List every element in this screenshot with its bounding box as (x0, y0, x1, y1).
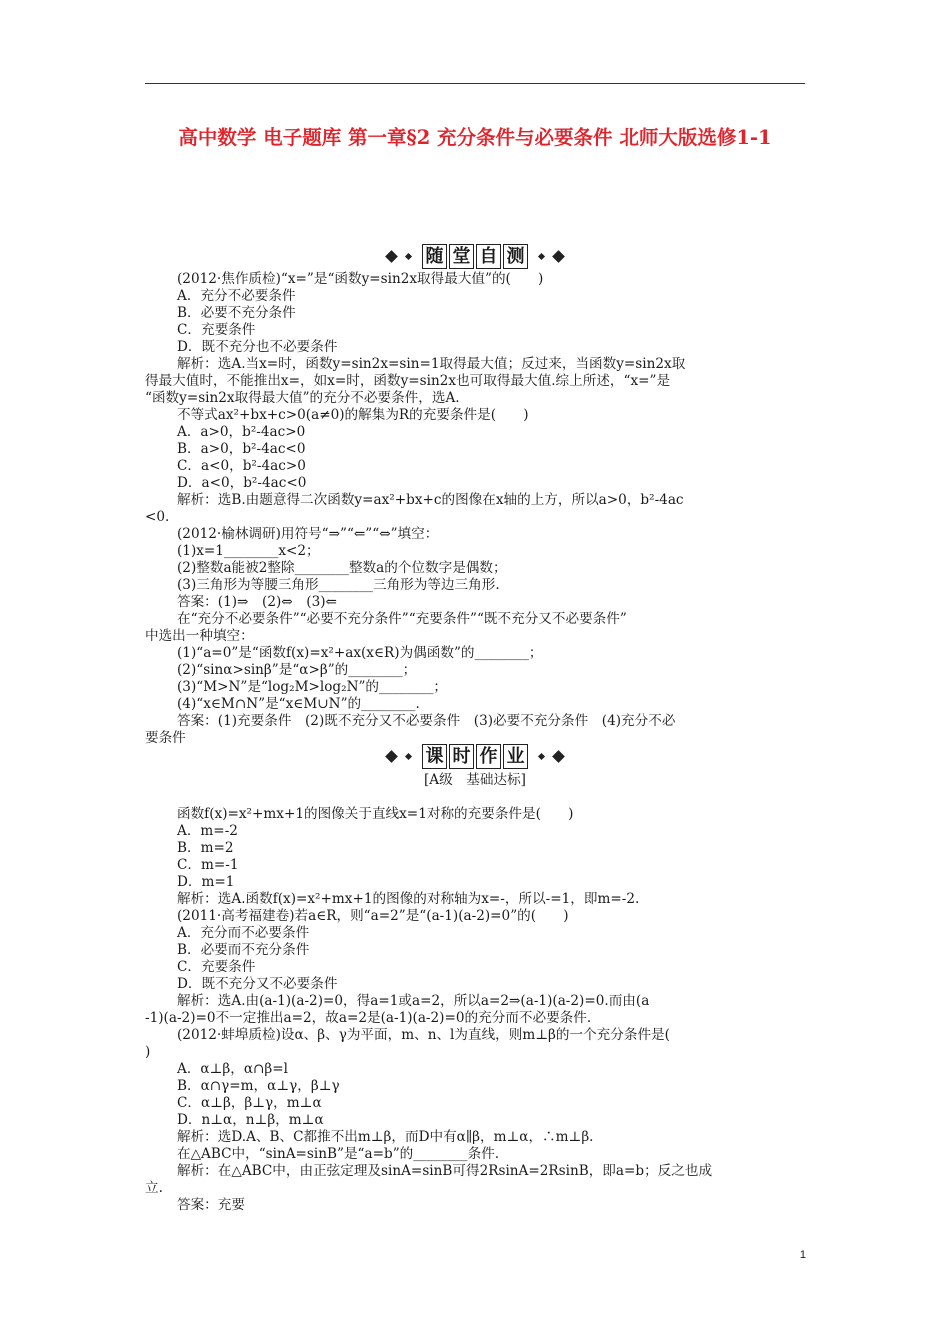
text-line: A．充分不必要条件 (177, 288, 296, 304)
banner-char: 随 (422, 244, 447, 269)
text-line: 答案：(1)充要条件 (2)既不充分又不必要条件 (3)必要不充分条件 (4)充分不必 (177, 713, 676, 729)
diamond-icon (552, 750, 565, 763)
text-line: C．a<0，b²-4ac>0 (177, 458, 306, 474)
text-line: 要条件 (145, 730, 186, 746)
section-banner-homework (0, 743, 950, 769)
banner-char: 自 (476, 244, 501, 269)
banner-char: 作 (476, 744, 501, 769)
section-classroom-test (145, 271, 807, 747)
text-line: B．必要而不充分条件 (177, 942, 310, 958)
text-line: A．α⊥β，α∩β=l (177, 1061, 288, 1077)
text-line: (3)三角形为等腰三角形________三角形为等边三角形. (177, 577, 500, 593)
text-line: (2012·榆林调研)用符号“⇒”“⇐”“⇔”填空： (177, 526, 439, 542)
diamond-icon (405, 252, 412, 259)
page-number: 1 (799, 1249, 806, 1261)
text-line: B．a>0，b²-4ac<0 (177, 441, 306, 457)
text-line: D．a<0，b²-4ac<0 (177, 475, 307, 491)
text-line: 得最大值时，不能推出x=，如x=时，函数y=sin2x也可取得最大值.综上所述，“x=”是 (145, 373, 671, 389)
text-line: 解析：在△ABC中，由正弦定理及sinA=sinB可得2RsinA=2RsinB，即a=b；反之也成 (177, 1163, 713, 1179)
text-line: 立. (145, 1180, 163, 1196)
text-line: <0. (145, 509, 170, 525)
text-line: 解析：选A.函数f(x)=x²+mx+1的图像的对称轴为x=-，所以-=1，即m=-2. (177, 891, 640, 907)
text-line: (1)“a=0”是“函数f(x)=x²+ax(x∈R)为偶函数”的________； (177, 645, 543, 661)
diamond-icon (405, 752, 412, 759)
text-line: 答案：(1)⇒ (2)⇔ (3)⇐ (177, 594, 337, 610)
text-line: B．必要不充分条件 (177, 305, 296, 321)
text-line: 解析：选B.由题意得二次函数y=ax²+bx+c的图像在x轴的上方，所以a>0，b²-4ac (177, 492, 684, 508)
text-line: (2012·焦作质检)“x=”是“函数y=sin2x取得最大值”的( ) (177, 271, 544, 287)
text-line: D．既不充分又不必要条件 (177, 976, 338, 992)
text-line: ) (145, 1044, 151, 1060)
text-line: (4)“x∈M∩N”是“x∈M∪N”的________. (177, 696, 420, 712)
text-line: 在“充分不必要条件”“必要不充分条件”“充要条件”“既不充分又不必要条件” (177, 611, 627, 627)
page-title: 高中数学 电子题库 第一章§2 充分条件与必要条件 北师大版选修1-1 (178, 126, 772, 149)
text-line: 函数f(x)=x²+mx+1的图像关于直线x=1对称的充要条件是( ) (177, 806, 574, 822)
banner-char: 业 (503, 744, 528, 769)
text-line: C．充要条件 (177, 322, 256, 338)
banner-char: 测 (503, 244, 528, 269)
text-line: (2)“sinα>sinβ”是“α>β”的________； (177, 662, 417, 678)
diamond-icon (552, 250, 565, 263)
text-line: 解析：选A.由(a-1)(a-2)=0，得a=1或a=2，所以a=2⇒(a-1)(a-2)=0.而由(a (177, 993, 650, 1009)
text-line: A．充分而不必要条件 (177, 925, 310, 941)
text-line: B．m=2 (177, 840, 234, 856)
text-line: C．充要条件 (177, 959, 256, 975)
section-homework (145, 806, 807, 1214)
text-line: D．m=1 (177, 874, 235, 890)
text-line: 中选出一种填空： (145, 628, 254, 644)
text-line: “函数y=sin2x取得最大值”的充分不必要条件，选A. (145, 390, 460, 406)
text-line: 答案：充要 (177, 1197, 245, 1213)
text-line: C．α⊥β，β⊥γ，m⊥α (177, 1095, 322, 1111)
banner-char: 课 (422, 744, 447, 769)
diamond-icon (385, 750, 398, 763)
text-line: B．α∩γ=m，α⊥γ，β⊥γ (177, 1078, 340, 1094)
text-line: (2012·蚌埠质检)设α、β、γ为平面，m、n、l为直线，则m⊥β的一个充分条件是( (177, 1027, 670, 1043)
text-line: (2)整数a能被2整除________整数a的个位数字是偶数； (177, 560, 507, 576)
text-line: A．a>0，b²-4ac>0 (177, 424, 306, 440)
banner-char: 时 (449, 744, 474, 769)
header-rule (145, 83, 805, 84)
text-line: -1)(a-2)=0不一定推出a=2，故a=2是(a-1)(a-2)=0的充分而不必要条件. (145, 1010, 592, 1026)
text-line: 在△ABC中，“sinA=sinB”是“a=b”的________条件. (177, 1146, 500, 1162)
text-line: D．既不充分也不必要条件 (177, 339, 338, 355)
text-line: 解析：选A.当x=时，函数y=sin2x=sin=1取得最大值；反过来，当函数y=sin2x取 (177, 356, 686, 372)
text-line: (1)x=1________x<2； (177, 543, 320, 559)
text-line: D．n⊥α，n⊥β，m⊥α (177, 1112, 324, 1128)
text-line: (2011·高考福建卷)若a∈R，则“a=2”是“(a-1)(a-2)=0”的( ) (177, 908, 569, 924)
text-line: (3)“M>N”是“log₂M>log₂N”的________； (177, 679, 447, 695)
section-banner-classroom-test (0, 243, 950, 269)
diamond-icon (538, 252, 545, 259)
diamond-icon (538, 752, 545, 759)
diamond-icon (385, 250, 398, 263)
text-line: C．m=-1 (177, 857, 239, 873)
text-line: A．m=-2 (177, 823, 238, 839)
text-line: 解析：选D.A、B、C都推不出m⊥β，而D中有α∥β，m⊥α，∴m⊥β. (177, 1129, 594, 1145)
banner-char: 堂 (449, 244, 474, 269)
text-line: 不等式ax²+bx+c>0(a≠0)的解集为R的充要条件是( ) (177, 407, 529, 423)
level-label: [A级 基础达标] (424, 772, 526, 788)
